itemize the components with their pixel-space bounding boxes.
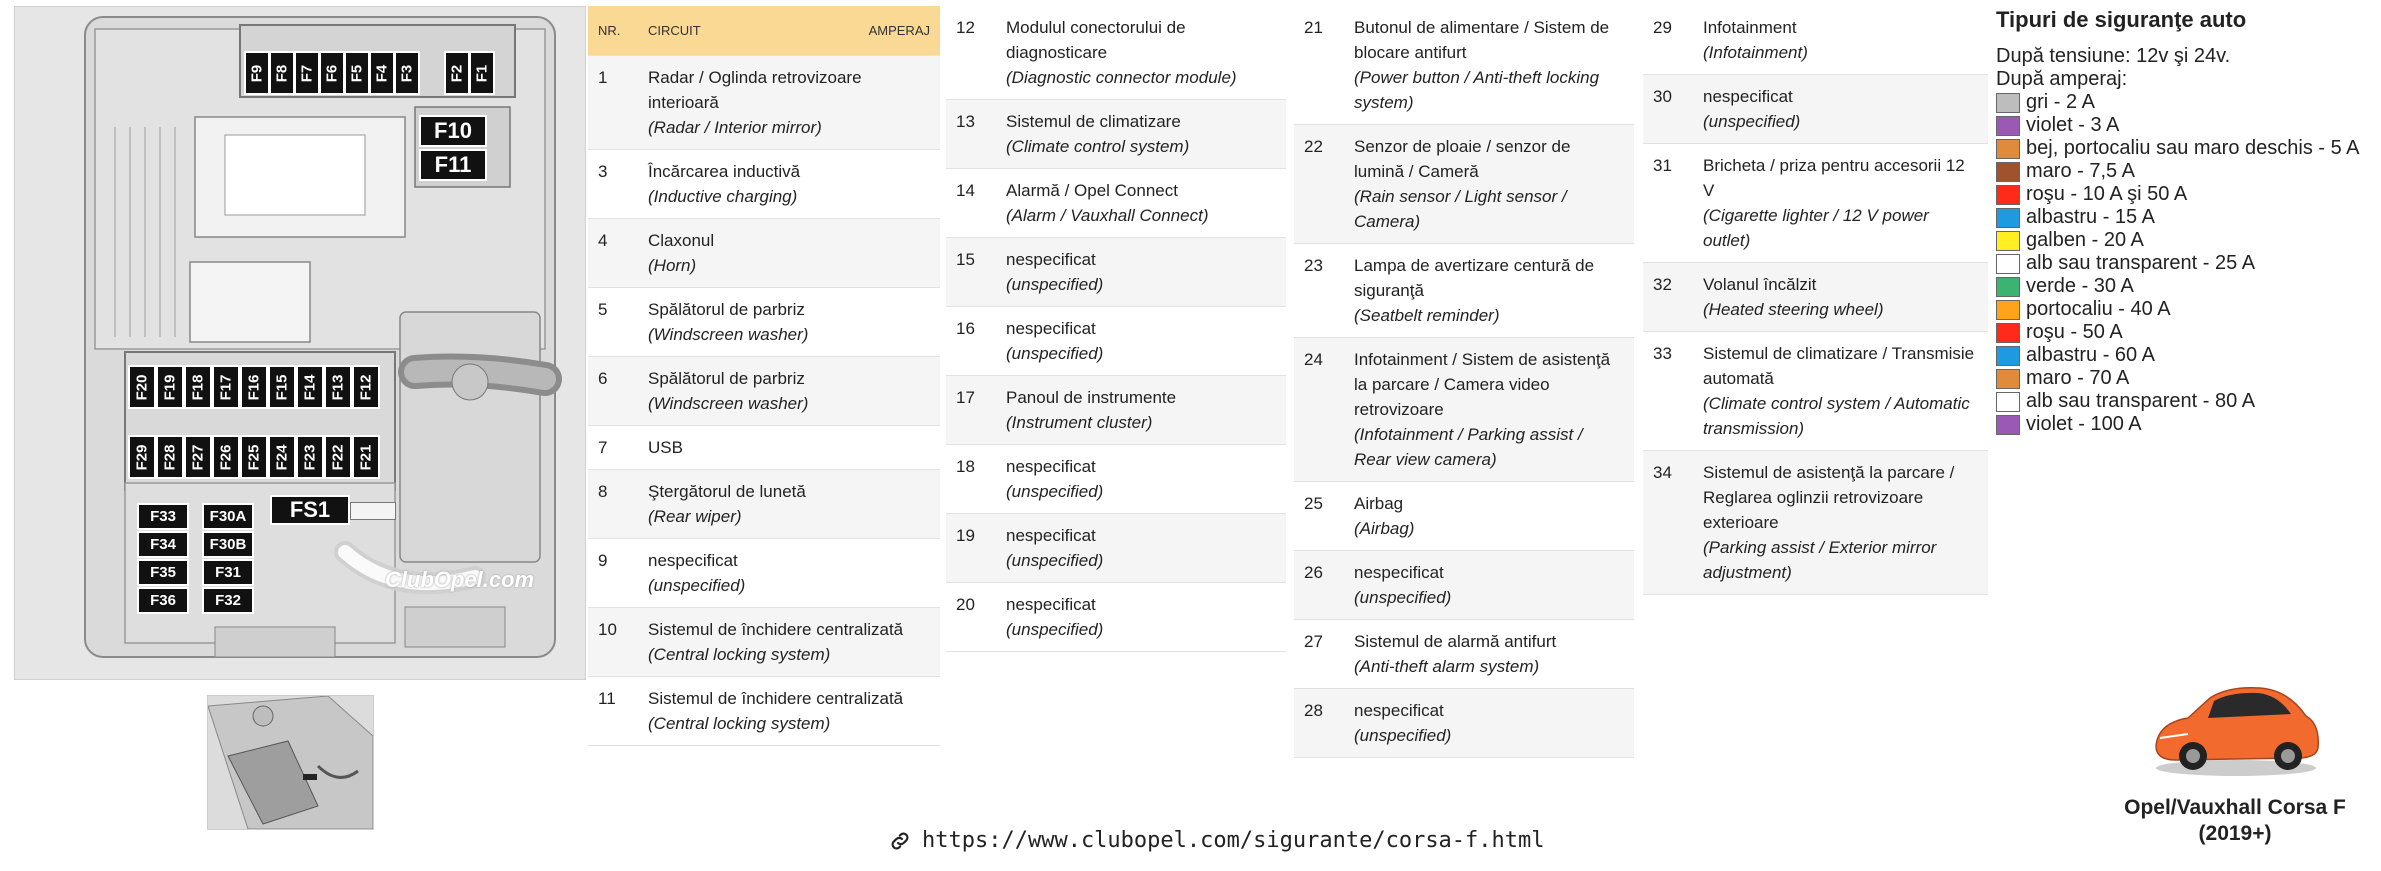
circuit-name-ro: Sistemul de climatizare <box>1006 112 1181 131</box>
fuse-circuit <box>638 470 940 539</box>
legend-item <box>1996 367 2360 390</box>
table-row <box>588 426 940 470</box>
circuit-name-en: (Central locking system) <box>648 645 831 664</box>
fuse-circuit <box>996 445 1286 514</box>
legend-item-label: roşu - 10 A şi 50 A <box>2026 183 2188 205</box>
circuit-name-ro: nespecificat <box>1006 526 1096 545</box>
table-row <box>588 219 940 288</box>
legend-item <box>1996 160 2360 183</box>
legend-item <box>1996 183 2360 206</box>
fuse-number: 7 <box>598 438 608 457</box>
fuse-table-2 <box>946 6 1286 652</box>
fuse-f17: F17 <box>212 365 240 409</box>
clubopel-watermark: ClubOpel.com <box>385 567 535 592</box>
fuse-f31: F31 <box>202 559 254 586</box>
table-row <box>1294 482 1634 551</box>
fuse-f24: F24 <box>268 435 296 479</box>
fuse-number: 34 <box>1653 463 1672 482</box>
car-image <box>2148 668 2323 783</box>
legend-item <box>1996 344 2360 367</box>
fuse-circuit <box>996 238 1286 307</box>
fuse-circuit <box>638 539 940 608</box>
fuse-f28: F28 <box>156 435 184 479</box>
url-text[interactable]: https://www.clubopel.com/sigurante/corsa-f.html <box>922 828 1545 853</box>
legend-item-label: alb sau transparent - 25 A <box>2026 252 2256 274</box>
fuse-number: 5 <box>598 300 608 319</box>
fuse-f4: F4 <box>369 51 395 95</box>
circuit-name-ro: nespecificat <box>1703 87 1793 106</box>
table-row <box>1294 6 1634 125</box>
circuit-name-en: (Cigarette lighter / 12 V power outlet) <box>1703 206 1929 250</box>
fuse-circuit <box>1344 482 1634 551</box>
table-row <box>946 307 1286 376</box>
fuse-box-diagram <box>14 6 586 680</box>
fuse-circuit <box>1344 244 1634 338</box>
legend-item-label: verde - 30 A <box>2026 275 2134 297</box>
color-swatch <box>1996 277 2020 297</box>
table-row <box>588 357 940 426</box>
fuse-f25: F25 <box>240 435 268 479</box>
circuit-name-en: (Alarm / Vauxhall Connect) <box>1006 206 1209 225</box>
car-model-name: Opel/Vauxhall Corsa F <box>2124 796 2346 819</box>
circuit-name-ro: Lampa de avertizare centură de siguranţă <box>1354 256 1595 300</box>
fuse-f12: F12 <box>352 365 380 409</box>
legend-item <box>1996 137 2360 160</box>
legend-item-label: gri - 2 A <box>2026 91 2095 113</box>
color-swatch <box>1996 162 2020 182</box>
table-body-col-1 <box>588 56 940 746</box>
fuse-circuit <box>1344 6 1634 125</box>
fuse-number: 15 <box>956 250 975 269</box>
table-row <box>946 514 1286 583</box>
fuse-circuit <box>638 357 940 426</box>
circuit-name-en: (Parking assist / Exterior mirror adjustment) <box>1703 538 1937 582</box>
table-row <box>1294 620 1634 689</box>
table-row <box>1643 75 1988 144</box>
color-swatch <box>1996 392 2020 412</box>
table-body-col-4 <box>1643 6 1988 595</box>
fuse-number: 27 <box>1304 632 1323 651</box>
fuse-number: 11 <box>598 689 616 708</box>
fuse-f26: F26 <box>212 435 240 479</box>
legend-item <box>1996 229 2360 252</box>
fuse-circuit <box>638 288 940 357</box>
fuse-number: 14 <box>956 181 975 200</box>
fuse-number: 3 <box>598 162 608 181</box>
color-swatch <box>1996 185 2020 205</box>
fuse-number: 16 <box>956 319 975 338</box>
fuse-f20: F20 <box>128 365 156 409</box>
fuse-f11: F11 <box>419 149 487 181</box>
fuse-number: 29 <box>1653 18 1672 37</box>
table-body-col-2 <box>946 6 1286 652</box>
fuse-number: 33 <box>1653 344 1672 363</box>
legend-item <box>1996 275 2360 298</box>
circuit-name-ro: Sistemul de climatizare / Transmisie automată <box>1703 344 1975 388</box>
fuse-circuit <box>996 514 1286 583</box>
circuit-name-ro: Airbag <box>1354 494 1404 513</box>
legend-item-label: alb sau transparent - 80 A <box>2026 390 2256 412</box>
fuse-number: 24 <box>1304 350 1323 369</box>
fuse-number: 8 <box>598 482 608 501</box>
fuse-circuit <box>638 677 940 746</box>
fuse-number: 20 <box>956 595 975 614</box>
fuse-circuit <box>1693 6 1988 75</box>
fuse-f14: F14 <box>296 365 324 409</box>
fuse-f23: F23 <box>296 435 324 479</box>
fuse-circuit <box>996 307 1286 376</box>
fuse-circuit <box>996 100 1286 169</box>
fuse-table-3 <box>1294 6 1634 758</box>
fuse-number: 9 <box>598 551 608 570</box>
fuse-circuit <box>996 169 1286 238</box>
legend-item <box>1996 206 2360 229</box>
circuit-name-en: (unspecified) <box>1006 344 1104 363</box>
fuse-number: 32 <box>1653 275 1672 294</box>
fuse-f8: F8 <box>269 51 295 95</box>
circuit-name-en: (unspecified) <box>1354 726 1452 745</box>
circuit-name-en: (Rear wiper) <box>648 507 742 526</box>
table-row <box>1643 263 1988 332</box>
fuse-f5: F5 <box>344 51 370 95</box>
fuse-fs1: FS1 <box>270 495 350 525</box>
circuit-name-en: (Airbag) <box>1354 519 1415 538</box>
fuse-f3: F3 <box>394 51 420 95</box>
circuit-name-ro: Bricheta / priza pentru accesorii 12 V <box>1703 156 1965 200</box>
fuse-number: 22 <box>1304 137 1323 156</box>
table-row <box>1643 332 1988 451</box>
fuse-types-legend <box>1996 8 2360 436</box>
fuse-number: 26 <box>1304 563 1323 582</box>
color-swatch <box>1996 254 2020 274</box>
circuit-name-en: (Instrument cluster) <box>1006 413 1153 432</box>
fuse-f15: F15 <box>268 365 296 409</box>
circuit-name-ro: nespecificat <box>1006 319 1096 338</box>
fuse-f30b: F30B <box>202 531 254 558</box>
table-body-col-3 <box>1294 6 1634 758</box>
circuit-name-en: (unspecified) <box>1354 588 1452 607</box>
fuse-number: 25 <box>1304 494 1323 513</box>
color-swatch <box>1996 323 2020 343</box>
color-swatch <box>1996 116 2020 136</box>
legend-item-label: maro - 7,5 A <box>2026 160 2135 182</box>
color-swatch <box>1996 93 2020 113</box>
circuit-name-ro: Spălătorul de parbriz <box>648 369 805 388</box>
fuse-number: 18 <box>956 457 975 476</box>
fuse-number: 13 <box>956 112 975 131</box>
circuit-name-en: (Anti-theft alarm system) <box>1354 657 1540 676</box>
header-nr: NR. <box>598 23 621 38</box>
circuit-name-ro: Ştergătorul de lunetă <box>648 482 806 501</box>
fuse-f33: F33 <box>137 503 189 530</box>
circuit-name-en: (Power button / Anti-theft locking system) <box>1354 68 1600 112</box>
legend-item-label: maro - 70 A <box>2026 367 2130 389</box>
fuse-number: 23 <box>1304 256 1323 275</box>
color-swatch <box>1996 139 2020 159</box>
legend-item-label: portocaliu - 40 A <box>2026 298 2171 320</box>
legend-item <box>1996 321 2360 344</box>
legend-item <box>1996 114 2360 137</box>
circuit-name-en: (unspecified) <box>1006 482 1104 501</box>
table-row <box>946 376 1286 445</box>
fuse-table-col-1 <box>588 6 940 746</box>
legend-item-label: bej, portocaliu sau maro deschis - 5 A <box>2026 137 2360 159</box>
circuit-name-en: (Rain sensor / Light sensor / Camera) <box>1354 187 1567 231</box>
legend-items <box>1996 91 2360 436</box>
header-amperaj: AMPERAJ <box>868 23 930 38</box>
fuse-circuit <box>1344 338 1634 482</box>
circuit-name-ro: Încărcarea inductivă <box>648 162 801 181</box>
color-swatch <box>1996 231 2020 251</box>
circuit-name-ro: nespecificat <box>1354 563 1444 582</box>
circuit-name-en: (Central locking system) <box>648 714 831 733</box>
table-row <box>1643 144 1988 263</box>
color-swatch <box>1996 369 2020 389</box>
fuse-number: 12 <box>956 18 975 37</box>
table-row <box>946 445 1286 514</box>
legend-item <box>1996 298 2360 321</box>
fuse-number: 17 <box>956 388 975 407</box>
table-row <box>588 288 940 357</box>
fuse-f22: F22 <box>324 435 352 479</box>
table-row <box>1294 338 1634 482</box>
legend-item-label: albastru - 15 A <box>2026 206 2155 228</box>
fuse-f2: F2 <box>444 51 470 95</box>
circuit-name-ro: Senzor de ploaie / senzor de lumină / Cameră <box>1354 137 1571 181</box>
circuit-name-ro: nespecificat <box>648 551 738 570</box>
fuse-f29: F29 <box>128 435 156 479</box>
circuit-name-en: (Inductive charging) <box>648 187 798 206</box>
legend-item <box>1996 413 2360 436</box>
fuse-circuit <box>996 6 1286 100</box>
header-circuit: CIRCUIT <box>648 23 701 38</box>
location-thumbnail <box>207 695 374 830</box>
circuit-name-ro: nespecificat <box>1006 250 1096 269</box>
circuit-name-ro: Alarmă / Opel Connect <box>1006 181 1178 200</box>
circuit-name-en: (unspecified) <box>1006 275 1104 294</box>
table-row <box>588 56 940 150</box>
fuse-f27: F27 <box>184 435 212 479</box>
legend-item-label: violet - 100 A <box>2026 413 2142 435</box>
table-row <box>1643 451 1988 595</box>
circuit-name-en: (Climate control system / Automatic transmission) <box>1703 394 1970 438</box>
fuse-circuit <box>996 376 1286 445</box>
circuit-name-en: (Heated steering wheel) <box>1703 300 1884 319</box>
circuit-name-ro: Radar / Oglinda retrovizoare interioară <box>648 68 862 112</box>
circuit-name-en: (Radar / Interior mirror) <box>648 118 822 137</box>
car-model-years: (2019+) <box>2198 822 2272 845</box>
color-swatch <box>1996 346 2020 366</box>
fuse-f35: F35 <box>137 559 189 586</box>
fuse-number: 31 <box>1653 156 1672 175</box>
fuse-number: 19 <box>956 526 975 545</box>
fuse-circuit <box>638 219 940 288</box>
legend-title: Tipuri de siguranţe auto <box>1996 7 2247 32</box>
circuit-name-ro: Panoul de instrumente <box>1006 388 1177 407</box>
table-row <box>588 470 940 539</box>
fuse-number: 28 <box>1304 701 1323 720</box>
circuit-name-en: (Climate control system) <box>1006 137 1190 156</box>
fuse-circuit <box>1344 551 1634 620</box>
fuse-f34: F34 <box>137 531 189 558</box>
circuit-name-en: (unspecified) <box>1006 551 1104 570</box>
fs1-clip <box>350 502 396 520</box>
circuit-name-ro: Volanul încălzit <box>1703 275 1817 294</box>
fuse-circuit <box>996 583 1286 652</box>
circuit-name-ro: Sistemul de alarmă antifurt <box>1354 632 1557 651</box>
fuse-f10: F10 <box>419 115 487 147</box>
car-model-title <box>2110 795 2360 847</box>
fuse-f19: F19 <box>156 365 184 409</box>
fuse-circuit <box>638 150 940 219</box>
fuse-f16: F16 <box>240 365 268 409</box>
fuse-circuit <box>1693 144 1988 263</box>
circuit-name-en: (Infotainment) <box>1703 43 1808 62</box>
fuse-circuit <box>1693 75 1988 144</box>
color-swatch <box>1996 300 2020 320</box>
table-row <box>946 238 1286 307</box>
table-row <box>1294 244 1634 338</box>
table-row <box>588 608 940 677</box>
legend-voltage: După tensiune: 12v şi 24v. <box>1996 45 2231 67</box>
fuse-table <box>588 6 940 746</box>
fuse-number: 30 <box>1653 87 1672 106</box>
circuit-name-ro: nespecificat <box>1006 595 1096 614</box>
fuse-table-4 <box>1643 6 1988 595</box>
circuit-name-ro: nespecificat <box>1354 701 1444 720</box>
link-icon <box>888 829 912 853</box>
fuse-f30a: F30A <box>202 503 254 530</box>
fuse-f32: F32 <box>202 587 254 614</box>
legend-item <box>1996 390 2360 413</box>
circuit-name-ro: Infotainment / Sistem de asistenţă la parcare / Camera video retrovizoare <box>1354 350 1611 419</box>
circuit-name-en: (unspecified) <box>648 576 746 595</box>
fuse-f9: F9 <box>244 51 270 95</box>
circuit-name-en: (Horn) <box>648 256 697 275</box>
fuse-table-col-2 <box>946 6 1286 652</box>
legend-item-label: albastru - 60 A <box>2026 344 2155 366</box>
fuse-number: 21 <box>1304 18 1323 37</box>
circuit-name-ro: Modulul conectorului de diagnosticare <box>1006 18 1186 62</box>
circuit-name-ro: USB <box>648 438 683 457</box>
circuit-name-en: (Infotainment / Parking assist / Rear view camera) <box>1354 425 1583 469</box>
fuse-circuit <box>638 608 940 677</box>
legend-item <box>1996 252 2360 275</box>
circuit-name-en: (unspecified) <box>1703 112 1801 131</box>
fuse-number: 6 <box>598 369 608 388</box>
fuse-circuit <box>638 426 940 470</box>
table-row <box>946 169 1286 238</box>
fuse-circuit <box>1344 125 1634 244</box>
table-row <box>1294 689 1634 758</box>
fuse-circuit <box>1344 620 1634 689</box>
circuit-name-en: (Windscreen washer) <box>648 325 809 344</box>
table-row <box>588 539 940 608</box>
circuit-name-ro: Sistemul de asistenţă la parcare / Reglarea oglinzii retrovizoare exterioare <box>1703 463 1955 532</box>
fuse-f36: F36 <box>137 587 189 614</box>
fuse-circuit <box>1344 689 1634 758</box>
fuse-circuit <box>1693 451 1988 595</box>
fuse-f6: F6 <box>319 51 345 95</box>
legend-item-label: violet - 3 A <box>2026 114 2120 136</box>
fuse-number: 10 <box>598 620 617 639</box>
fuse-circuit <box>1693 263 1988 332</box>
fuse-number: 1 <box>598 68 608 87</box>
legend-amps-label: După amperaj: <box>1996 68 2128 90</box>
fuse-f21: F21 <box>352 435 380 479</box>
fuse-circuit <box>1693 332 1988 451</box>
color-swatch <box>1996 208 2020 228</box>
table-row <box>588 677 940 746</box>
fuse-f7: F7 <box>294 51 320 95</box>
dashboard-location-drawing <box>208 696 373 829</box>
fuse-number: 4 <box>598 231 608 250</box>
legend-item-label: roşu - 50 A <box>2026 321 2123 343</box>
circuit-name-ro: Claxonul <box>648 231 715 250</box>
table-row <box>946 583 1286 652</box>
table-row <box>1643 6 1988 75</box>
fuse-table-col-3 <box>1294 6 1634 758</box>
legend-item-label: galben - 20 A <box>2026 229 2144 251</box>
circuit-name-en: (unspecified) <box>1006 620 1104 639</box>
car-drawing <box>2148 668 2323 783</box>
circuit-name-ro: Sistemul de închidere centralizată <box>648 620 904 639</box>
circuit-name-en: (Windscreen washer) <box>648 394 809 413</box>
fuse-circuit <box>638 56 940 150</box>
table-header-row <box>588 6 940 56</box>
circuit-name-ro: Infotainment <box>1703 18 1797 37</box>
table-row <box>946 6 1286 100</box>
table-row <box>1294 551 1634 620</box>
circuit-name-ro: Sistemul de închidere centralizată <box>648 689 904 708</box>
circuit-name-ro: Butonul de alimentare / Sistem de blocare antifurt <box>1354 18 1610 62</box>
circuit-name-ro: Spălătorul de parbriz <box>648 300 805 319</box>
circuit-name-ro: nespecificat <box>1006 457 1096 476</box>
fuse-table-col-4 <box>1643 6 1988 595</box>
table-row <box>946 100 1286 169</box>
fuse-f13: F13 <box>324 365 352 409</box>
color-swatch <box>1996 415 2020 435</box>
source-url[interactable] <box>888 828 1545 853</box>
circuit-name-en: (Seatbelt reminder) <box>1354 306 1500 325</box>
circuit-name-en: (Diagnostic connector module) <box>1006 68 1237 87</box>
fuse-f18: F18 <box>184 365 212 409</box>
legend-item <box>1996 91 2360 114</box>
table-row <box>1294 125 1634 244</box>
table-row <box>588 150 940 219</box>
fuse-f1: F1 <box>469 51 495 95</box>
